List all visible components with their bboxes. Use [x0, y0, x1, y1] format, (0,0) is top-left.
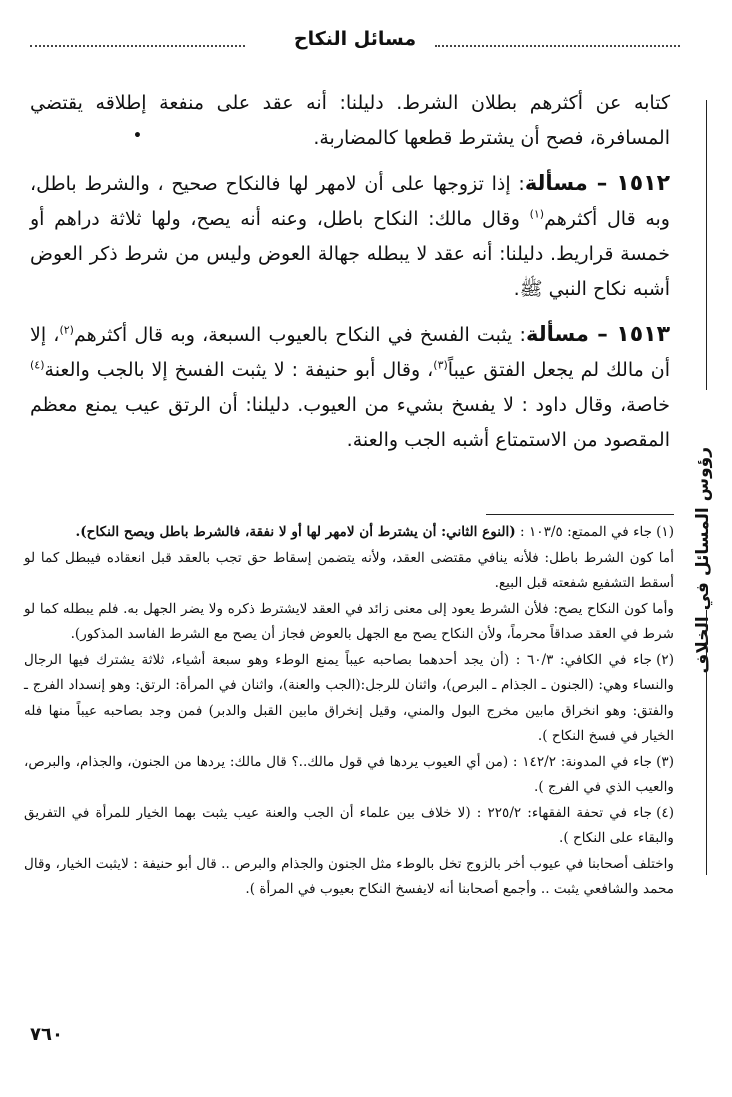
- paragraph-text: كتابه عن أكثرهم بطلان الشرط. دليلنا: أنه عقد على منفعة إطلاقه يقتضي المسافرة، فصح أن يشترط قطعها كالمضاربة.: [30, 92, 670, 149]
- footnote-mark: (٢): [656, 651, 674, 668]
- footnote-ref[interactable]: (٢): [59, 323, 74, 337]
- footnote-text: أما كون الشرط باطل: فلأنه ينافي مقتضى العقد، ولأنه يتضمن إسقاط حق تجب بالعقد قبل انعقاده فيبطل كما لو أسقط التشفيع شفعته قبل البيع.: [24, 549, 674, 591]
- footnote-text: جاء في الكافي: ٦٠/٣ : (أن يجد أحدهما بصاحبه عيباً يمنع الوطء وهو سبعة أشياء، ثلاثة يشترك فيها الرجال والنساء وهي: (الجنون ـ الجذام ـ البرص)، واثنان للرجل:(الجب والعنة)، واثنان في المرأة: الرتق: وهو إنسداد الفرج ـ والفتق: وهو انخراق مابين مخرج البول والمني، وقيل إنخراق مابين القبل والدبر) فمن وجد بصاحبه عيباً منها فله الخيار في فسخ النكاح ).: [24, 651, 674, 744]
- masala-number: ١٥١٢: [616, 171, 670, 196]
- masala-label: مسألة: [524, 171, 588, 195]
- footnote-1-cont-b: [24, 597, 674, 648]
- footnotes: [24, 520, 674, 903]
- footnote-mark: (١): [656, 524, 674, 540]
- paragraph-masala-1512: ١٥١٢ – مسألة: إذا تزوجها على أن لامهر لها فالنكاح صحيح ، والشرط باطل، وبه قال أكثرهم$^{(١)}$ وقال مالك: النكاح باطل، وعنه أنه يصح، ولها ثلاثة دراهم أو خمسة قراريط. دليلنا: أنه عقد لا يبطله جهالة العوض وليس من شرط ذكر العوض أشبه نكاح النبي ﷺ.: [30, 171, 670, 300]
- footnote-4-cont: [24, 852, 674, 903]
- footnote-text: جاء في تحفة الفقهاء: ٢٢٥/٢ : (لا خلاف بين علماء أن الجب والعنة عيب يثبت بهما الخيار للمرأة في التفريق والبقاء على النكاح ).: [24, 804, 674, 846]
- footnote-mark: (٤): [656, 804, 674, 821]
- stray-mark: •: [133, 128, 142, 144]
- header-title: مسائل النكاح: [293, 28, 417, 50]
- paragraph-continuation: [30, 86, 670, 156]
- footnote-2: [24, 648, 674, 750]
- paragraph-text: : يثبت الفسخ في النكاح بالعيوب السبعة، وبه قال أكثرهم: [73, 324, 526, 346]
- footnote-text: جاء في الممتع: ١٠٣/٥ :: [515, 524, 653, 540]
- footnote-ref[interactable]: (٣): [433, 358, 448, 372]
- footnote-quote: (النوع الثاني: أن يشترط أن لامهر لها أو لا نفقة، فالشرط باطل ويصح النكاح).: [75, 524, 516, 540]
- footnote-1: [24, 520, 674, 546]
- paragraph-text: ، إلا أن مالك لم يجعل الفتق عيباً: [30, 324, 670, 381]
- masala-label: مسألة: [525, 322, 589, 346]
- paragraph-text: وقال مالك: النكاح باطل، وعنه أنه يصح، ولها ثلاثة دراهم أو خمسة قراريط. دليلنا: أنه عقد لا يبطله جهالة العوض وليس من شرط ذكر العوض أشبه نكاح النبي ﷺ.: [30, 208, 670, 300]
- page-number: ٧٦٠: [30, 1024, 63, 1045]
- footnote-3: [24, 750, 674, 801]
- footnote-ref[interactable]: (١): [529, 207, 545, 221]
- header-rule-left: [30, 45, 245, 47]
- header-rule-right: [435, 45, 680, 47]
- main-text: [30, 86, 670, 458]
- masala-number: ١٥١٣: [616, 322, 670, 347]
- side-rule-bottom: [706, 610, 707, 875]
- running-header: [30, 22, 680, 62]
- footnote-text: وأما كون النكاح يصح: فلأن الشرط يعود إلى معنى زائد في العقد لايشترط ذكره ولا يضر الجهل به. فلم يبطله كما لو شرط في العقد صداقاً محرماً، ولأن النكاح يصح مع الجهل بالعوض فجاز أن يصح مع الشرط الفاسد المذكور).: [24, 600, 674, 642]
- paragraph-text: خاصة، وقال داود : لا يفسخ بشيء من العيوب. دليلنا: أن الرتق عيب يمنع معظم المقصود من الاستمتاع أشبه الجب والعنة.: [30, 394, 670, 451]
- footnote-divider: [486, 514, 674, 515]
- side-running-title: رؤوس المسائل في الخلاف: [693, 447, 713, 674]
- paragraph-text: ، وقال أبو حنيفة : لا يثبت الفسخ إلا بالجب والعنة: [44, 359, 434, 381]
- footnote-text: جاء في المدونة: ١٤٢/٢ : (من أي العيوب يردها في قول مالك..؟ قال مالك: يردها من الجنون، والجذام، والبرص، والعيب الذي في الفرج ).: [24, 753, 674, 795]
- footnote-mark: (٣): [656, 753, 674, 770]
- footnote-1-cont-a: [24, 546, 674, 597]
- paragraph-masala-1513: ١٥١٣ – مسألة: يثبت الفسخ في النكاح بالعيوب السبعة، وبه قال أكثرهم$^{(٢)}$، إلا أن مالك لم يجعل الفتق عيباً$^{(٣)}$، وقال أبو حنيفة : لا يثبت الفسخ إلا بالجب والعنة$^{(٤)}$ خاصة، وقال داود : لا يفسخ بشيء من العيوب. دليلنا: أن الرتق عيب يمنع معظم المقصود من الاستمتاع أشبه الجب والعنة.: [30, 322, 670, 451]
- footnote-ref[interactable]: (٤): [30, 358, 45, 372]
- paragraph-text: : إذا تزوجها على أن لامهر لها فالنكاح صحيح ، والشرط باطل، وبه قال أكثرهم: [30, 173, 670, 230]
- footnote-text: واختلف أصحابنا في عيوب أخر بالزوج تخل بالوطء مثل الجنون والجذام والبرص .. قال أبو حنيفة : لايثبت الخيار، وقال محمد والشافعي يثبت .. وأجمع أصحابنا أنه لايفسخ النكاح بعيوب في المرأة ).: [24, 855, 674, 897]
- side-rule-top: [706, 100, 707, 390]
- footnote-4: [24, 801, 674, 852]
